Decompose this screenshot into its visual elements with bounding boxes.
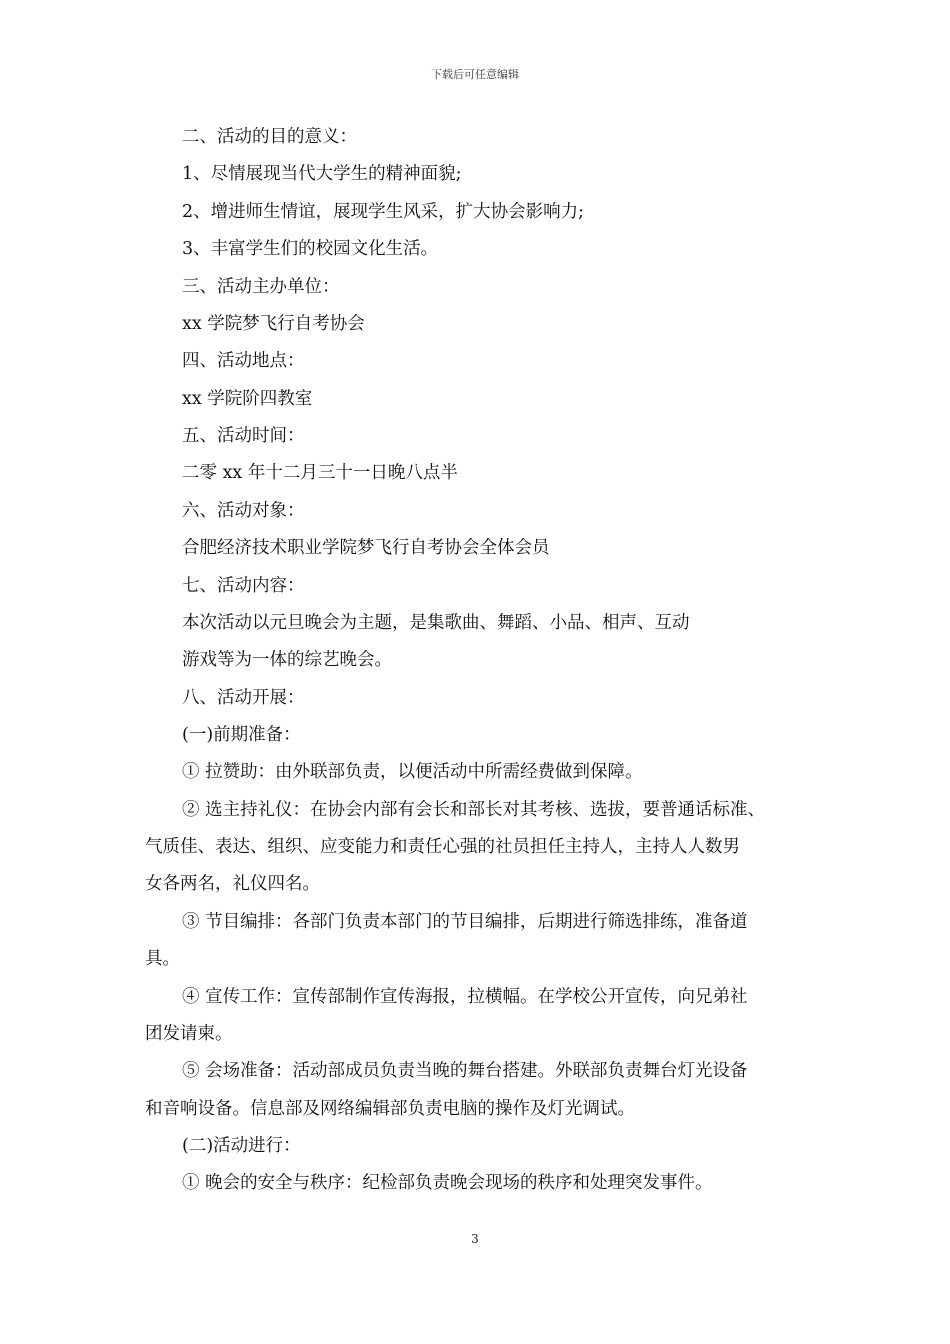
page-header: 下载后可任意编辑 [431,68,519,81]
paragraph-line: ② 选主持礼仪：在协会内部有会长和部长对其考核、选拔，要普通话标准、 [182,800,766,820]
subsection-heading-preparation: (一)前期准备： [182,725,301,745]
section-heading-execution: 八、活动开展： [182,688,305,708]
paragraph-line: ① 拉赞助：由外联部负责，以便活动中所需经费做到保障。 [182,762,643,782]
paragraph-line: xx 学院阶四教室 [182,389,313,409]
paragraph-line: 气质佳、表达、组织、应变能力和责任心强的社员担任主持人，主持人人数男 [145,837,740,857]
paragraph-line: 女各两名，礼仪四名。 [145,874,320,894]
paragraph-line: ③ 节目编排：各部门负责本部门的节目编排，后期进行筛选排练，准备道 [182,912,748,932]
paragraph-line: 1、尽情展现当代大学生的精神面貌; [182,164,462,184]
section-heading-purpose: 二、活动的目的意义： [182,127,357,147]
paragraph-line: 3、丰富学生们的校园文化生活。 [182,239,439,259]
paragraph-line: 二零 xx 年十二月三十一日晚八点半 [182,463,458,483]
paragraph-line: ① 晚会的安全与秩序：纪检部负责晚会现场的秩序和处理突发事件。 [182,1173,713,1193]
section-heading-location: 四、活动地点： [182,351,305,371]
paragraph-line: 游戏等为一体的综艺晚会。 [182,650,392,670]
section-heading-organizer: 三、活动主办单位： [182,277,340,297]
section-heading-content: 七、活动内容： [182,576,305,596]
paragraph-line: 和音响设备。信息部及网络编辑部负责电脑的操作及灯光调试。 [145,1099,635,1119]
paragraph-line: 具。 [145,949,180,969]
subsection-heading-progress: (二)活动进行： [182,1136,301,1156]
paragraph-line: 团发请柬。 [145,1024,233,1044]
paragraph-line: 合肥经济技术职业学院梦飞行自考协会全体会员 [182,538,550,558]
paragraph-line: 2、增进师生情谊，展现学生风采，扩大协会影响力; [182,202,585,222]
paragraph-line: ④ 宣传工作：宣传部制作宣传海报，拉横幅。在学校公开宣传，向兄弟社 [182,987,748,1007]
section-heading-audience: 六、活动对象： [182,501,305,521]
paragraph-line: ⑤ 会场准备：活动部成员负责当晚的舞台搭建。外联部负责舞台灯光设备 [182,1061,748,1081]
paragraph-line: 本次活动以元旦晚会为主题，是集歌曲、舞蹈、小品、相声、互动 [182,613,690,633]
paragraph-line: xx 学院梦飞行自考协会 [182,314,365,334]
section-heading-time: 五、活动时间： [182,426,305,446]
page-number: 3 [471,1232,479,1246]
